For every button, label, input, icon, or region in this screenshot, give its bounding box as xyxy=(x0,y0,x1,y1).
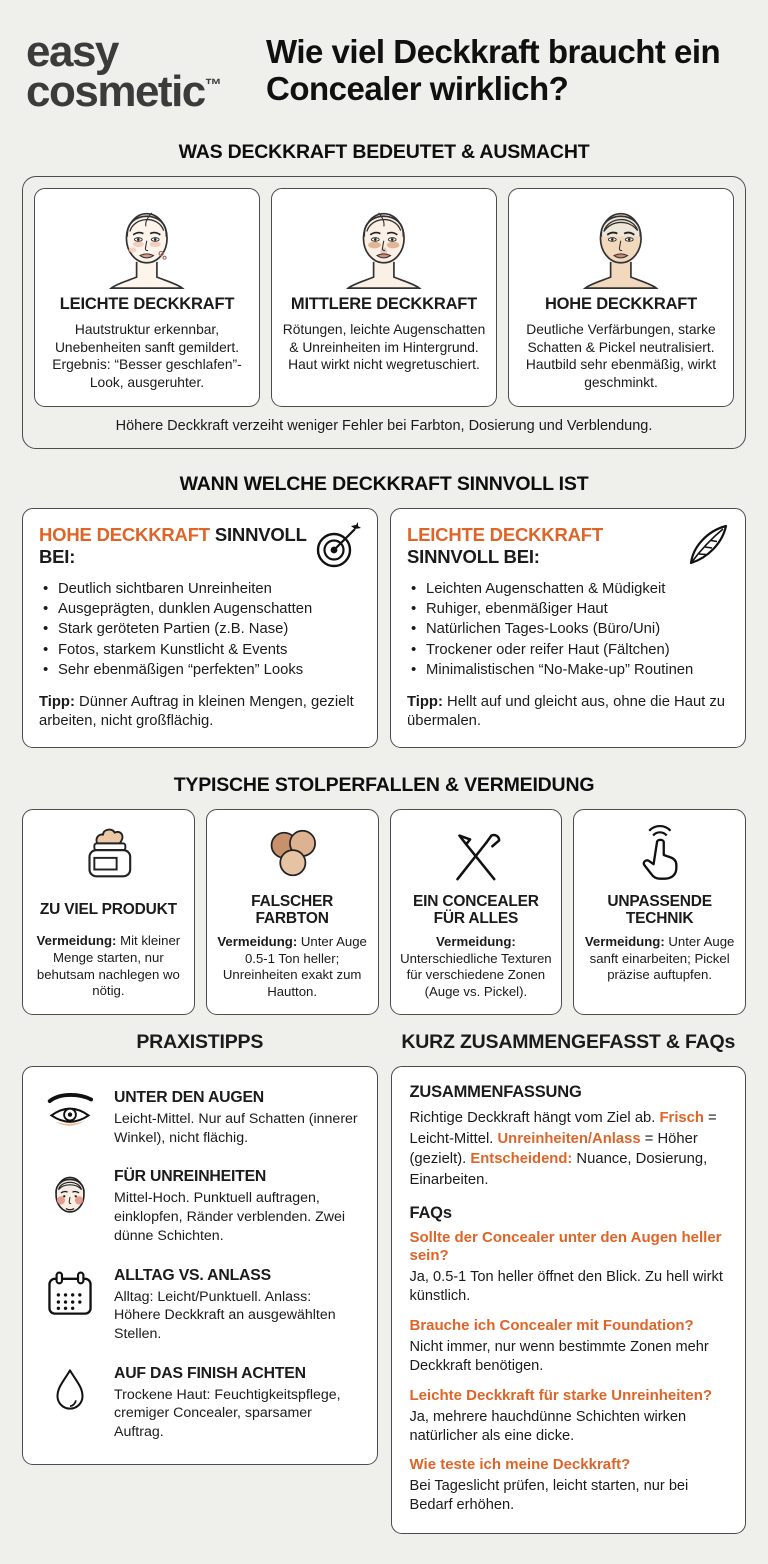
faq-item xyxy=(410,1387,728,1446)
coverage-card-text: Rötungen, leichte Augenschatten & Unreinheiten im Hintergrund. Haut wirkt nicht wegretuschiert. xyxy=(282,321,486,373)
section-title-usage: WANN WELCHE DECKKRAFT SINNVOLL IST xyxy=(179,472,589,495)
list-item: • Natürlichen Tages-Looks (Büro/Uni) xyxy=(411,619,729,639)
section-title-summary: KURZ ZUSAMMENGEFASST & FAQs xyxy=(401,1030,736,1053)
face-medium-coverage-icon xyxy=(333,201,435,289)
list-item: • Fotos, starkem Kunstlicht & Events xyxy=(43,640,361,660)
tip-text: Alltag: Leicht/Punktuell. Anlass: Höhere Deckkraft an ausgewählten Stellen. xyxy=(114,1288,336,1342)
list-item: • Sehr ebenmäßigen “perfekten” Looks xyxy=(43,660,361,680)
brand-logo xyxy=(26,27,222,117)
avoidance-text: Unter Auge sanft einarbeiten; Pickel präzise auftupfen. xyxy=(589,933,735,983)
coverage-card-light xyxy=(34,188,260,407)
pitfall-card-title: UNPASSENDE TECHNIK xyxy=(607,893,712,928)
usage-bullet-list xyxy=(43,579,361,681)
tips-box xyxy=(22,1066,378,1465)
coverage-footnote: Höhere Deckkraft verzeiht weniger Fehler bei Farbton, Dosierung und Verblendung. xyxy=(115,417,653,434)
pitfall-card-text xyxy=(215,934,370,1001)
avoidance-label: Vermeidung: xyxy=(435,933,516,949)
face-icon xyxy=(41,1168,99,1221)
tip-title: AUF DAS FINISH ACHTEN xyxy=(114,1364,306,1382)
tip-text: Leicht-Mittel. Nur auf Schatten (innerer Winkel), nicht flächig. xyxy=(114,1110,358,1146)
faq-question: Sollte der Concealer unter den Augen heller sein? xyxy=(409,1228,722,1265)
tip-title: UNTER DEN AUGEN xyxy=(114,1088,265,1106)
drop-icon xyxy=(41,1365,99,1415)
cream-jar-icon xyxy=(74,823,144,885)
usage-title-accent: HOHE DECKKRAFT xyxy=(39,523,210,545)
tip-row-finish xyxy=(41,1365,359,1442)
tip-text: Hellt auf und gleicht aus, ohne die Haut zu übermalen. xyxy=(407,693,726,729)
face-light-coverage-icon xyxy=(96,201,198,289)
faq-item xyxy=(410,1456,728,1515)
section-title-pitfalls: TYPISCHE STOLPERFALLEN & VERMEIDUNG xyxy=(173,774,595,797)
usage-title-rest: SINNVOLL BEI: xyxy=(407,545,540,567)
usage-title-accent: LEICHTE DECKKRAFT xyxy=(407,523,603,545)
bottom-section xyxy=(22,1015,746,1534)
usage-card-title xyxy=(39,524,361,568)
section-title-coverage: WAS DECKKRAFT BEDEUTET & AUSMACHT xyxy=(178,140,590,163)
coverage-card-high xyxy=(508,188,734,407)
avoidance-label: Vermeidung: xyxy=(217,933,298,949)
section-title-tips: PRAXISTIPPS xyxy=(136,1030,264,1053)
pitfall-card-text xyxy=(582,934,737,984)
pitfalls-section xyxy=(22,809,746,1015)
avoidance-text: Unterschiedliche Texturen für verschiedene Zonen (Auge vs. Pickel). xyxy=(400,950,552,1000)
pitfall-card-too-much xyxy=(22,809,195,1015)
faq-question: Wie teste ich meine Deckkraft? xyxy=(409,1456,631,1474)
faq-answer: Ja, mehrere hauchdünne Schichten wirken natürlicher als eine dicke. xyxy=(409,1408,687,1444)
summary-segment: Richtige Deckkraft hängt vom Ziel ab. xyxy=(409,1109,660,1126)
coverage-section xyxy=(22,176,746,449)
list-item: • Leichten Augenschatten & Müdigkeit xyxy=(411,579,729,599)
pitfall-card-one-concealer xyxy=(390,809,563,1015)
usage-tip xyxy=(407,693,729,731)
list-item: • Ausgeprägten, dunklen Augenschatten xyxy=(43,599,361,619)
pitfall-card-text xyxy=(31,933,186,1000)
tip-label: Tipp: xyxy=(407,693,443,710)
tip-text: Dünner Auftrag in kleinen Mengen, gezielt arbeiten, nicht großflächig. xyxy=(39,693,354,729)
crossed-brushes-icon xyxy=(441,823,511,885)
faq-item xyxy=(410,1229,728,1306)
trademark-symbol: ™ xyxy=(204,75,222,95)
faqs-heading: FAQs xyxy=(409,1203,452,1222)
pitfall-card-title: ZU VIEL PRODUKT xyxy=(39,901,177,919)
list-item: • Ruhiger, ebenmäßiger Haut xyxy=(411,599,729,619)
avoidance-label: Vermeidung: xyxy=(584,933,665,949)
header xyxy=(22,26,746,127)
summary-box xyxy=(391,1066,747,1534)
avoidance-text: Unter Auge 0.5-1 Ton heller; Unreinheiten exakt zum Hautton. xyxy=(222,933,367,1000)
pitfall-card-wrong-technique xyxy=(573,809,746,1015)
coverage-card-title: MITTLERE DECKKRAFT xyxy=(290,294,478,313)
summary-segment-accent: Entscheidend: xyxy=(470,1151,573,1168)
tip-text: Mittel-Hoch. Punktuell auftragen, einklopfen, Ränder verblenden. Zwei dünne Schichten. xyxy=(114,1190,346,1244)
usage-tip xyxy=(39,693,361,731)
coverage-card-text: Hautstruktur erkennbar, Unebenheiten sanft gemildert. Ergebnis: “Besser geschlafen”- Look, ausgeruhter. xyxy=(52,321,242,390)
usage-card-high xyxy=(22,508,378,749)
list-item: • Deutlich sichtbaren Unreinheiten xyxy=(43,579,361,599)
eye-icon xyxy=(41,1089,99,1135)
usage-section xyxy=(22,508,746,749)
coverage-card-title: HOHE DECKKRAFT xyxy=(544,294,698,313)
faq-answer: Ja, 0.5-1 Ton heller öffnet den Blick. Zu hell wirkt künstlich. xyxy=(409,1269,723,1305)
brand-line2: cosmetic xyxy=(26,67,205,117)
usage-bullet-list xyxy=(411,579,729,681)
pitfall-card-title: EIN CONCEALER FÜR ALLES xyxy=(413,893,539,928)
usage-card-title xyxy=(407,524,729,568)
summary-segment-accent: Frisch xyxy=(659,1109,704,1126)
target-icon xyxy=(315,521,363,569)
faq-answer: Nicht immer, nur wenn bestimmte Zonen mehr Deckkraft benötigen. xyxy=(409,1338,709,1374)
tip-row-everyday xyxy=(41,1267,359,1344)
summary-segment: = Höher (gezielt). xyxy=(409,1130,698,1168)
coverage-card-medium xyxy=(271,188,497,407)
list-item: • Trockener oder reifer Haut (Fältchen) xyxy=(411,640,729,660)
summary-text xyxy=(410,1108,728,1191)
faq-item xyxy=(410,1317,728,1376)
calendar-icon xyxy=(41,1267,99,1319)
faq-answer: Bei Tageslicht prüfen, leicht starten, nur bei Bedarf erhöhen. xyxy=(409,1478,689,1514)
face-high-coverage-icon xyxy=(570,201,672,289)
brand-line1: easy xyxy=(26,27,118,76)
list-item: • Minimalistischen “No-Make-up” Routinen xyxy=(411,660,729,680)
summary-heading: ZUSAMMENFASSUNG xyxy=(409,1082,582,1101)
summary-column xyxy=(391,1015,747,1534)
pitfall-card-wrong-shade xyxy=(206,809,379,1015)
color-circles-icon xyxy=(257,823,327,885)
tap-hand-icon xyxy=(625,823,695,885)
list-item: • Stark geröteten Partien (z.B. Nase) xyxy=(43,619,361,639)
faq-question: Brauche ich Concealer mit Foundation? xyxy=(409,1317,694,1335)
tip-label: Tipp: xyxy=(39,693,75,710)
practice-column xyxy=(22,1015,378,1465)
avoidance-label: Vermeidung: xyxy=(36,933,117,949)
coverage-card-text: Deutliche Verfärbungen, starke Schatten & Pickel neutralisiert. Hautbild sehr ebenmäßig, wirkt geschminkt. xyxy=(525,321,717,390)
summary-segment: Nuance, Dosierung, Einarbeiten. xyxy=(409,1151,708,1188)
pitfall-card-title: FALSCHER FARBTON xyxy=(251,893,334,928)
tip-text: Trockene Haut: Feuchtigkeitspflege, cremiger Concealer, sparsamer Auftrag. xyxy=(114,1386,341,1441)
faq-question: Leichte Deckkraft für starke Unreinheiten? xyxy=(409,1386,713,1404)
tip-title: ALLTAG VS. ANLASS xyxy=(114,1266,271,1284)
feather-icon xyxy=(683,521,731,569)
usage-card-light xyxy=(390,508,746,749)
avoidance-text: Mit kleiner Menge starten, nur behutsam nachlegen wo nötig. xyxy=(36,933,181,999)
tip-title: FÜR UNREINHEITEN xyxy=(114,1168,267,1186)
tip-row-under-eyes xyxy=(41,1089,359,1147)
usage-title-rest: SINNVOLL BEI: xyxy=(39,523,307,567)
summary-segment-accent: Unreinheiten/Anlass xyxy=(497,1130,641,1147)
tip-row-blemishes xyxy=(41,1168,359,1245)
pitfall-card-text xyxy=(399,934,554,1001)
page-title: Wie viel Deckkraft braucht ein Concealer wirklich? xyxy=(266,33,721,107)
summary-segment: = Leicht-Mittel. xyxy=(409,1109,717,1147)
coverage-card-title: LEICHTE DECKKRAFT xyxy=(59,294,235,313)
